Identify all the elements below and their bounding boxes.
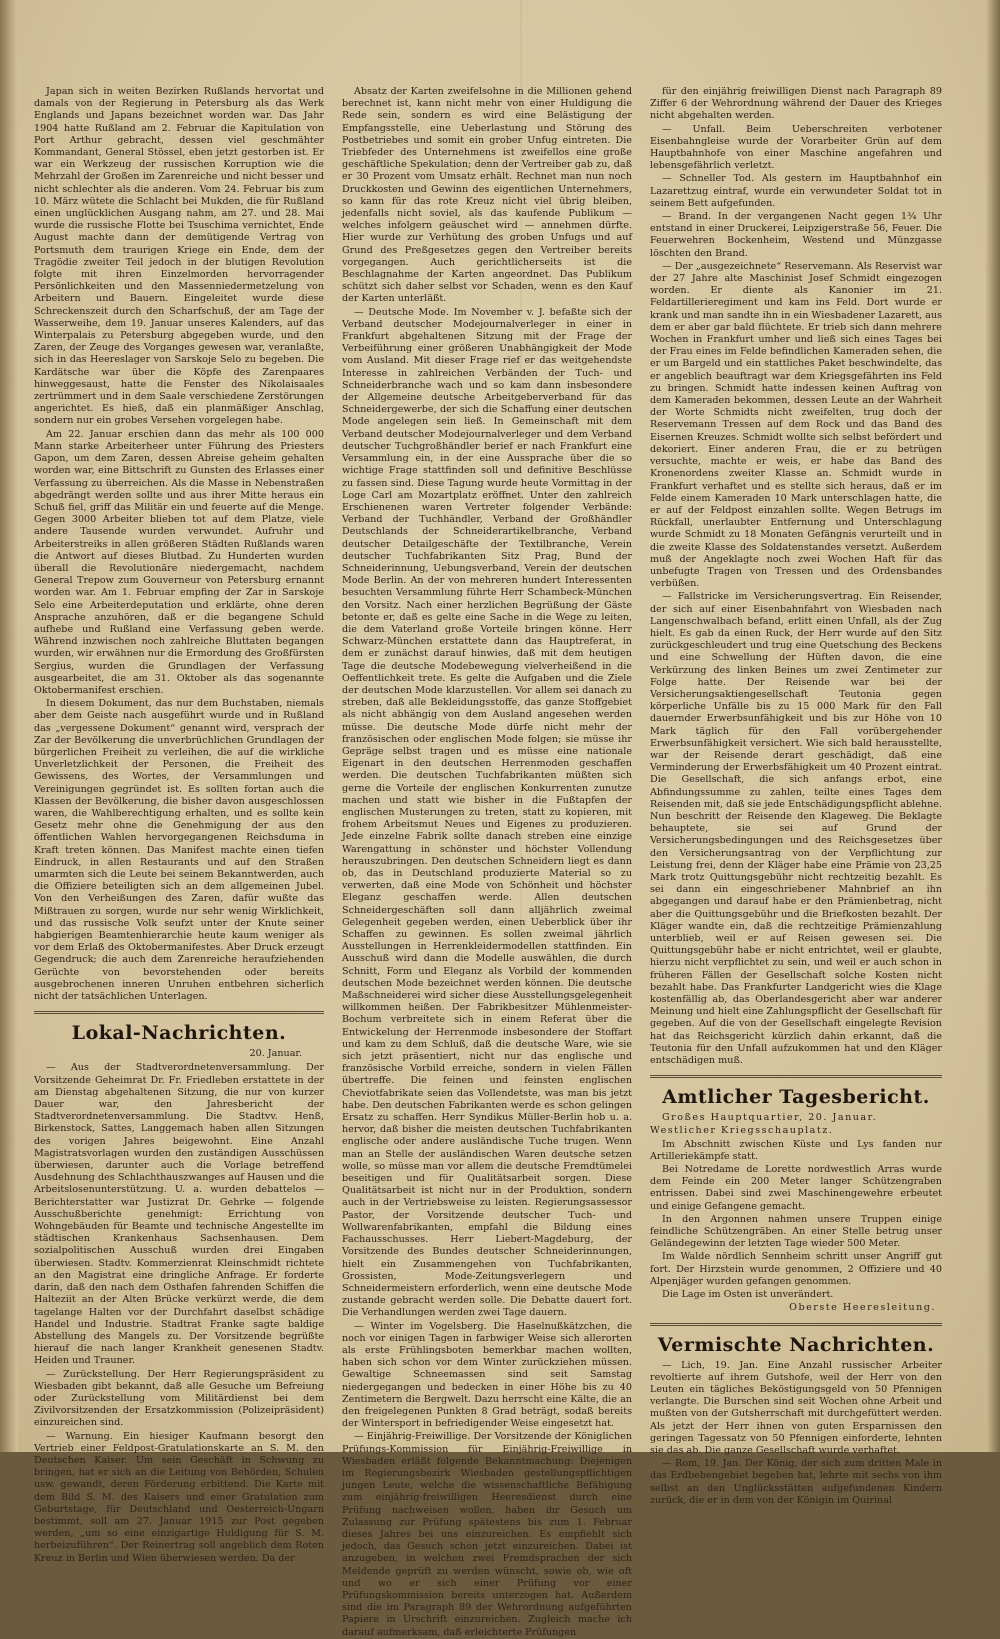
news-item: — Rom, 19. Jan. Der König, der sich zum dritten Male in das Erdbebengebiet begeben hat, lehrte mit sechs von ihm selbst an den Unglücksstätten aufgefundenen Kindern zurück, die er in dem von der Königin im Quirinal bbox=[650, 1458, 942, 1506]
news-item: Absatz der Karten zweifelsohne in die Millionen gehend berechnet ist, kann nicht mehr von einer Huldigung die Rede sein, sondern es wird eine Belästigung der Empfangsstelle, eine Ueberlastung und Störung des Postbetriebes und somit ein grober Unfug eintreten. Die Triebfeder des Unternehmens ist zweifellos eine große geschäftliche Spekulation; denn der Vertreiber gab zu, daß er 30 Prozent vom Umsatz erhält. Rechnet man nun noch Druckkosten und Gewinn des eigentlichen Unternehmers, so kann für das rote Kreuz nicht viel übrig bleiben, jedenfalls nicht soviel, als das kaufende Publikum — welches infolgern geäuschet wird — annehmen dürfte. Hier wurde zur Verhütung des groben Unfugs und auf Grund des Preßgesetzes gegen den Vertreiber bereits vorgegangen. Auch gerichtlicherseits ist die Beschlagnahme der Karten angeordnet. Das Publikum schützt sich daher selbst vor Schaden, wenn es den Kauf der Karten unterläßt. bbox=[342, 86, 632, 305]
amtlicher-tagesbericht-heading: Amtlicher Tagesbericht. bbox=[662, 1086, 930, 1109]
lokal-nachrichten-heading: Lokal-Nachrichten. bbox=[71, 1022, 287, 1045]
report-paragraph: Die Lage im Osten ist unverändert. bbox=[662, 1289, 834, 1301]
report-paragraph: Im Abschnitt zwischen Küste und Lys fanden nur Artilleriekämpfe statt. bbox=[650, 1138, 942, 1162]
news-item: — Warnung. Ein hiesiger Kaufmann besorgt den Vertrieb einer Feldpost-Gratulationskarte an S. M. den Deutschen Kaiser. Um sein Geschäft in Schwung zu bringen, hat er sich an die Leitung von Behörden, Schulen usw. gewandt, deren Förderung erbittend. Die Karte mit dem Bild S. M. des Kaisers und einer Gratulation zum Geburtstage, für Deutschland und Oesterreich-Ungarn bestimmt, soll am 27. Januar 1915 zur Post gegeben werden, „um so eine einzigartige Huldigung für S. M. herbeizuführen“. Der Reinertrag soll angeblich dem Roten Kreuz in Berlin und Wien überwiesen werden. Da der bbox=[34, 1430, 324, 1564]
report-subheading: Westlicher Kriegsschauplatz. bbox=[650, 1125, 834, 1137]
report-dateline: Großes Hauptquartier, 20. Januar. bbox=[662, 1112, 878, 1124]
article-paragraph: In diesem Dokument, das nur dem Buchstaben, niemals aber dem Geiste nach ausgeführt wurde und in Rußland das „vergessene Dokument“ genannt wird, versprach der Zar der Bevölkerung die unverbrüchlichen Grundlagen der bürgerlichen Freiheit zu verleihen, die auf die wirkliche Unverletzlichkeit der Personen, die Freiheit des Gewissens, des Wortes, der Versammlungen und Vereinigungen gegründet ist. Es sollten fortan auch die Klassen der Bevölkerung, die bisher davon ausgeschlossen waren, die Wahlberechtigung erhalten, und es sollte kein Gesetz mehr ohne die Genehmigung der aus den öffentlichen Wahlen hervorgegangenen Reichsduma in Kraft treten können. Das Manifest machte einen tiefen Eindruck, in allen Restaurants und auf den Straßen umarmten sich die Leute bei seinem Bekanntwerden, auch die Offiziere beteiligten sich an dem allgemeinen Jubel. Von den Verheißungen des Zaren, dafür wußte das Mißtrauen zu sorgen, wurde nur sehr wenig Wirklichkeit, und das russische Volk seufzt unter der Knute seiner habgierigen Beamtenhierarchie heute kaum weniger als vor dem Erlaß des Oktobermanifestes. Aber Druck erzeugt Gegendruck; die auch dem Zarenreiche heraufziehenden Gerüchte von bevorstehenden oder bereits ausgebrochenen inneren Unruhen entbehren sicherlich nicht der tatsächlichen Unterlagen. bbox=[34, 698, 324, 1003]
section-divider bbox=[34, 1011, 324, 1014]
news-item: — Winter im Vogelsberg. Die Haselnußkätzchen, die noch vor einigen Tagen in farbwiger Weise sich allerorten als erste Frühlingsboten bemerkbar machen wollten, haben sich schon vor dem Winter zurückziehen müssen. Gewaltige Schneemassen sind seit Samstag niedergegangen und bedecken in einer Höhe bis zu 40 Zentimetern die Bergwelt. Dazu herrscht eine Kälte, die an den freigelegenen Punkten 8 Grad beträgt, sodaß bereits der Wintersport in befriedigender Weise eingesetzt hat. bbox=[342, 1320, 632, 1430]
report-paragraph: Im Walde nördlich Sennheim schritt unser Angriff gut fort. Der Hirzstein wurde genommen, 2 Offiziere und 40 Alpenjäger wurden gefangen genommen. bbox=[650, 1251, 942, 1287]
article-paragraph: Am 22. Januar erschien dann das mehr als 100 000 Mann starke Arbeiterheer unter Führung des Priesters Gapon, um dem Zaren, dessen Abreise geheim gehalten worden war, eine Bittschrift zu Gunsten des Erlasses einer Verfassung zu überreichen. Als die Masse in Nebenstraßen abgedrängt werden sollte und aus ihrer Mitte heraus ein Schuß fiel, griff das Militär ein und feuerte auf die Menge. Gegen 3000 Arbeiter blieben tot auf dem Platze, viele andere Tausende wurden verwundet. Aufruhr und Arbeiterstreiks in allen größeren Städten Rußlands waren die Antwort auf dieses Blutbad. Zu Hunderten wurden überall die Revolutionäre niedergemacht, nachdem General Trepow zum Gouverneur von Petersburg ernannt worden war. Am 1. Februar empfing der Zar in Sarskoje Selo eine Arbeiterdeputation und erklärte, ohne deren Ansprache anzuhören, daß er die begangene Schuld aufhebe und Rußland eine Verfassung geben werde. Während inzwischen noch zahlreiche Bluttaten begangen wurden, wir erwähnen nur die Ermordung des Großfürsten Sergius, wurden die Grundlagen der Verfassung ausgearbeitet, die am 31. Oktober als das sogenannte Oktobermanifest erschien. bbox=[34, 428, 324, 696]
lokal-dateline: 20. Januar. bbox=[249, 1048, 302, 1060]
news-item: — Lich, 19. Jan. Eine Anzahl russischer Arbeiter revoltierte auf ihrem Gutshofe, weil der Herr von den Leuten ein tägliches Beköstigungsgeld von 50 Pfennigen verlangte. Die Burschen sind seit Wochen ohne Arbeit und mußten von der Gutsherrschaft mit durchgefüttert werden. Als jetzt der Herr ihnen von guten Ersparnissen den geringen Tagessatz von 50 Pfennigen einforderte, lehnten sie das ab. Die ganze Gesellschaft wurde verhaftet. bbox=[650, 1359, 942, 1456]
news-item: — Deutsche Mode. Im November v. J. befaßte sich der Verband deutscher Modejournalverleger in einer in Frankfurt abgehaltenen Sitzung mit der Frage der Verbeiführung einer größeren Unabhängigkeit der Mode vom Ausland. Mit dieser Frage rief er das weitgehendste Interesse in zahlreichen Verbänden der Tuch- und Schneiderbranche wach und so kam dann insbesondere der Allgemeine deutsche Arbeitgeberverband für das Schneidergewerbe, der sich die Schaffung einer deutschen Mode angelegen sein ließ. In Gemeinschaft mit dem Verband deutscher Modejournalverleger und dem Verband deutscher Tuchgroßhändler berief er nach Frankfurt eine Versammlung ein, in der eine Aussprache über die so wichtige Frage stattfinden soll und definitive Beschlüsse zu fassen sind. Diese Tagung wurde heute Vormittag in der Loge Carl am Mozartplatz eröffnet. Unter den zahlreich Erschienenen waren Vertreter folgender Verbände: Verband der Tuchhändler, Verband der Großhändler Deutschlands der Schneiderartikelbranche, Verband deutscher Detailgeschäfte der Textilbranche, Verein deutscher Tuchfabrikanten Sitz Prag, Bund der Schneiderinnung, Uebungsverband, Verein der deutschen Mode Berlin. An der von mehreren hundert Interessenten besuchten Versammlung führte Herr Schambeck-München den Vorsitz. Nach einer herzlichen Begrüßung der Gäste betonte er, daß es gelte eine Sache in die Wege zu leiten, die dem Vaterland große Vorteile bringen könne. Herr Schwarz-München erstattete dann das Hauptreferat, in dem er zunächst darauf hinwies, daß mit dem heutigen Tage die deutsche Modebewegung vielverheißend in die Oeffentlichkeit trete. Es gelte die Aufgaben und die Ziele der deutschen Mode klarzustellen. Vor allem sei danach zu streben, daß alle Bekleidungsstoffe, das ganze Stoffgebiet als nicht abhängig von dem Ausland angesehen werden müsse. Die deutsche Mode dürfe nicht mehr der französischen oder englischen Mode folgen; sie müsse ihr Gepräge selbst tragen und es müsse eine nationale Eigenart in den deutschen Herrenmoden geschaffen werden. Die deutschen Tuchfabrikanten müßten sich gerne die Vorteile der englischen Konkurrenten zunutze machen und statt wie bisher in die Fußtapfen der englischen Musterungen zu treten, statt zu kopieren, mit frohem Arbeitsmut Neues und Eigenes zu produzieren. Jede einzelne Fabrik sollte danach streben eine einzige Warengattung in schönster und höchster Vollendung herauszubringen. Den deutschen Schneidern liegt es dann ob, das in Deutschland produzierte Material so zu verwerten, daß eine Mode von Schönheit und höchster Eleganz geschaffen werde. Allen deutschen Schneidergeschäften soll dann alljährlich zweimal Gelegenheit gegeben werden, einen Ueberblick über ihr Schaffen zu gewinnen. Es sollen zweimal jährlich Ausstellungen in Herrenkleidermodellen stattfinden. Ein Ausschuß wird dann die Modelle auswählen, die durch Schnitt, Form und Eleganz als Vorbild der kommenden deutschen Mode bezeichnet werden können. Die deutsche Maßschneiderei wird sicher diese Ausstellungsgelegenheit willkommen heißen. Der Fabrikbesitzer Mühlenmeister-Bochum verbreitete sich in einem Referat über die Entwickelung der Herrenmode insbesondere der Stoffart und kam zu dem Schluß, daß die deutsche Ware, wie sie sich jetzt präsentiert, nicht nur das englische und französische Vorbild erreiche, sondern in vielen Fällen übertreffe. Die feinen und feinsten englischen Cheviotfabrikate seien das Vollendetste, was man bis jetzt habe. Den deutschen Fabrikanten werde es schon gelingen Ersatz zu schaffen. Herr Syndikus Müller-Berlin hob u. a. hervor, daß bisher die meisten deutschen Tuchfabrikanten englische oder andere ausländische Tuche trugen. Wenn man an Stelle der ausländischen Waren deutsche setzen wolle, so müsse man vor allem die deutsche Fremdtümelei beseitigen und für Qualitätsarbeit sorgen. Diese Qualitätsarbeit ist nicht nur in der Produktion, sondern auch in der Vertriebsweise zu leisten. Regierungsassessor Pastor, der Vorsitzende deutscher Tuch- und Wollwarenfabrikanten, empfahl die Bildung eines Fachausschusses. Herr Liebert-Magdeburg, der Vorsitzende des Bundes deutscher Schneiderinnungen, hielt ein Zusammengehen von Tuchfabrikanten, Grossisten, Mode-Zeitungsverlegern und Schneidermeistern erforderlich, wenn eine deutsche Mode zustande gebracht werden solle. Die Debatte dauert fort. Die Verhandlungen werden zwei Tage dauern. bbox=[342, 306, 632, 1319]
article-paragraph: Japan sich in weiten Bezirken Rußlands hervortat und damals von der Regierung in Petersburg als das Werk Englands und Japans bezeichnet worden war. Das Jahr 1904 hatte Rußland am 2. Februar die Kapitulation von Port Arthur gebracht, dessen viel geschmähter Kommandant, General Stössel, eben jetzt gestorben ist. Er war ein Werkzeug der russischen Korruption wie die Mehrzahl der Großen im Zarenreiche und nicht besser und nicht schlechter als die anderen. Vom 24. Februar bis zum 10. März wütete die Schlacht bei Mukden, die für Rußland einen unglücklichen Ausgang nahm, am 27. und 28. Mai wurde die russische Flotte bei Tsuschima vernichtet, Ende August machte dann der demütigende Vertrag von Portsmuth dem traurigen Kriege ein Ende, dem der Tragödie zweiter Teil jedoch in der blutigen Revolution folgte mit ihren Einzelmorden hervorragender Persönlichkeiten und den Massenniedermetzelung von Arbeitern und Bauern. Eingeleitet wurde diese Schreckenszeit durch den Scharfschuß, der am Tage der Wasserweihe, dem 19. Januar unseres Kalenders, auf das Winterpalais zu Petersburg abgegeben wurde, und den Zaren, der Zeuge des Vorganges gewesen war, veranlaßte, sich in das Heereslager von Sarskoje Selo zu begeben. Die Kardätsche war über die Köpfe des Zarenpaares hinweggesaust, hatte die Fenster des Nikolaisaales zertrümmert und in dem Saale verschiedene Zerstörungen angerichtet. Es hieß, daß ein planmäßiger Anschlag, sondern nur ein grobes Versehen vorgelegen habe. bbox=[34, 86, 324, 427]
news-item: — Unfall. Beim Ueberschreiten verbotener Eisenbahngleise wurde der Vorarbeiter Grün auf dem Hauptbahnhofe von einer Maschine angefahren und lebensgefährlich verletzt. bbox=[650, 123, 942, 172]
column-3 bbox=[650, 86, 943, 1506]
report-signature: Oberste Heeresleitung. bbox=[789, 1302, 936, 1314]
column-2 bbox=[342, 86, 632, 1638]
news-item: — Fallstricke im Versicherungsvertrag. Ein Reisender, der sich auf einer Eisenbahnfahrt von Wiesbaden nach Langenschwalbach befand, erlitt einen Unfall, als der Zug hielt. Es gab da einen Ruck, der Herr wurde auf den Sitz zurückgeschleudert und trug eine Quetschung des Beckens und eine Schwellung der Hüften davon, die eine Verkürzung des linken Beines um zwei Zentimeter zur Folge hatte. Der Reisende war bei der Versicherungsaktiengesellschaft Teutonia gegen körperliche Unfälle bis zu 15 000 Mark für den Fall dauernder Erwerbsunfähigkeit und bis zur Höhe von 10 Mark täglich für den Fall vorübergehender Erwerbsunfähigkeit versichert. Wie sich bald herausstellte, war der Reisende derart geschädigt, daß eine Verminderung der Erwerbsfähigkeit um 40 Prozent eintrat. Die Gesellschaft, die sich anfangs erbot, eine Abfindungssumme zu zahlen, teilte eines Tages dem Reisenden mit, daß sie jede Entschädigungspflicht ablehne. Nun beschritt der Reisende den Klageweg. Die Beklagte behauptete, sie sei auf Grund der Versicherungsbedingungen und des Reichsgesetzes über den Versicherungsantrag von der Verpflichtung zur Leistung frei, denn der Kläger habe eine Prämie von 23,25 Mark trotz Quittungsgebühr nicht rechtzeitig bezahlt. Es sei dann ein eingeschriebener Mahnbrief an ihn abgegangen und darauf habe er den Prämienbetrag, nicht aber die Quittungsgebühr und die Briefkosten bezahlt. Der Kläger wandte ein, daß die rechtzeitige Prämienzahlung unterblieb, weil er auf Reisen gewesen sei. Die Quittungsgebühr habe er nicht entrichtet, weil er glaubte, hierzu nicht verpflichtet zu sein, und weil er auch schon in früheren Fällen der Gesellschaft solche Kosten nicht bezahlt habe. Das Frankfurter Landgericht wies die Klage kostenfällig ab, das Oberlandesgericht aber war anderer Meinung und hielt eine Zahlungspflicht der Gesellschaft für gegeben. Auf die von der Gesellschaft eingelegte Revision hat das Reichsgericht kürzlich dahin erkannt, daß die Teutonia für den Unfall aufzukommen hat und den Kläger entschädigen muß. bbox=[650, 591, 943, 1067]
report-paragraph: In den Argonnen nahmen unsere Truppen einige feindliche Schützengräben. An einer Stelle betrug unser Geländegewinn der letzten Tage wieder 500 Meter. bbox=[650, 1213, 942, 1250]
section-divider bbox=[650, 1323, 942, 1326]
column-1 bbox=[34, 86, 324, 1564]
page-right-edge bbox=[986, 0, 1000, 1452]
news-item: — Brand. In der vergangenen Nacht gegen 1¾ Uhr entstand in einer Druckerei, Leipzigerstraße 56, Feuer. Die Feuerwehren Bockenheim, Westend und Münzgasse löschten den Brand. bbox=[650, 211, 942, 259]
news-item: — Schneller Tod. Als gestern im Hauptbahnhof ein Lazarettzug eintraf, wurde ein verwundeter Soldat tot in seinem Bett aufgefunden. bbox=[650, 173, 942, 209]
page-binding-edge bbox=[0, 0, 18, 1452]
report-paragraph: Bei Notredame de Lorette nordwestlich Arras wurde dem Feinde ein 200 Meter langer Schützengraben entrissen. Dabei sind zwei Maschinengewehre erbeutet und einige Gefangene gemacht. bbox=[650, 1164, 942, 1212]
news-item: — Einjährig-Freiwillige. Der Vorsitzende der Königlichen Prüfungs-Kommission für Einjährig-Freiwillige in Wiesbaden erläßt folgende Bekanntmachung: Diejenigen im Regierungsbezirk Wiesbaden gestellungspflichtigen jungen Leute, welche die wissenschaftliche Befähigung zum einjährig-freiwilligen Heeresdienst durch eine Prüfung nachweisen wollen, haben ihr Gesuch um Zulassung zur Prüfung spätestens bis zum 1. Februar dieses Jahres bei uns einzureichen. Es empfiehlt sich jedoch, das Gesuch schon jetzt einzureichen. Dabei ist anzugeben, in welchen zwei Fremdsprachen der sich Meldende geprüft zu werden wünscht, sowie ob, wie oft und wo er sich einer Prüfung vor einer Prüfungskommission bereits unterzogen hat. Außerdem sind die im Paragraph 89 der Wehrordnung aufgeführten Papiere in Urschrift einzureichen. Zugleich mache ich darauf aufmerksam, daß erleichterte Prüfungen bbox=[342, 1431, 632, 1638]
news-item: — Der „ausgezeichnete“ Reservemann. Als Reservist war der 27 Jahre alte Maschinist Josef Schmidt eingezogen worden. Er diente als Kanonier im 21. Feldartillerieregiment und kam ins Feld. Dort wurde er krank und man sandte ihn in ein Wiesbadener Lazarett, aus dem er aber gar bald flüchtete. Er trieb sich dann mehrere Wochen in Frankfurt umher und ließ sich eines Tages bei der Frau eines im Felde befindlichen Kameraden sehen, die er um Bargeld und ein stattliches Paket beschwindelte, das er angeblich beauftragt war dem Kriegsgefährten ins Feld zu bringen. Schmidt hatte indessen keinen Auftrag von dem Kameraden bekommen, dessen Leute an der Wahrheit der Worte Schmidts nicht zweifelten, trug doch der Reservemann Tressen auf dem Rock und das Band des Eisernen Kreuzes. Schmidt wollte sich selbst befördert und dekoriert. Einer anderen Frau, die er zu betrügen versuchte, machte er weis, er habe das Band des Kronenordens zweiter Klasse an. Schmidt wurde in Frankfurt verhaftet und es stellte sich heraus, daß er im Felde einem Kameraden 10 Mark unterschlagen hatte, die er auf der Feldpost einzahlen sollte. Wegen Betrugs im Rückfall, unerlaubter Entfernung und Unterschlagung wurde Schmidt zu 18 Monaten Gefängnis verurteilt und in die zweite Klasse des Soldatenstandes versetzt. Außerdem muß der Angeklagte noch zwei Wochen Haft für das unbefugte Tragen von Tressen und des Ordensbandes verbüßen. bbox=[650, 260, 942, 590]
news-item: — Zurückstellung. Der Herr Regierungspräsident zu Wiesbaden gibt bekannt, daß alle Gesuche um Befreiung oder Zurückstellung vom Militärdienst bei dem Zivilvorsitzenden der Ersatzkommission (Polizeipräsident) einzureichen sind. bbox=[34, 1368, 324, 1429]
news-item: für den einjährig freiwilligen Dienst nach Paragraph 89 Ziffer 6 der Wehrordnung während der Dauer des Krieges nicht abgehalten werden. bbox=[650, 86, 942, 122]
news-item: — Aus der Stadtverordnetenversammlung. Der Vorsitzende Geheimrat Dr. Fr. Friedleben erstattete in der am Dienstag abgehaltenen Sitzung, die nur von kurzer Dauer war, den Jahresbericht der Stadtverordnetenversammlung. Die Stadtvv. Henß, Birkenstock, Sattes, Langgemach haben allen Sitzungen des vorigen Jahres beigewohnt. Eine Anzahl Magistratsvorlagen wurden den zuständigen Ausschüssen überwiesen, darunter auch die Vorlage betreffend Ausdehnung des Schlachthauszwanges auf Hausen und die Arbeitslosenunterstützung. U. a. wurden debattelos — Berichterstatter war Justizrat Dr. Gehrke — folgende Ausschußberichte genehmigt: Errichtung von Wohngebäuden für Beamte und technische Angestellte im städtischen Krankenhaus Sachsenhausen. Dem sozialpolitischen Ausschuß wurden drei Eingaben überwiesen. Stadtv. Kommerzienrat Kleinschmidt richtete an den Magistrat eine dringliche Anfrage. Er forderte darin, daß den nach dem Osthafen fahrenden Schiffen die Halteziit an der Alten Brücke verkürzt werde, die dem tagelange Halten vor der Durchfahrt daselbst schädige Handel und Industrie. Stadtrat Franke sagte baldige Abstellung des Mangels zu. Der Vorsitzende begrüßte hierauf die nach langer Krankheit genesenen Stadtv. Heiden und Trauner. bbox=[34, 1062, 324, 1367]
section-divider bbox=[650, 1075, 942, 1078]
vermischte-nachrichten-heading: Vermischte Nachrichten. bbox=[657, 1333, 935, 1356]
